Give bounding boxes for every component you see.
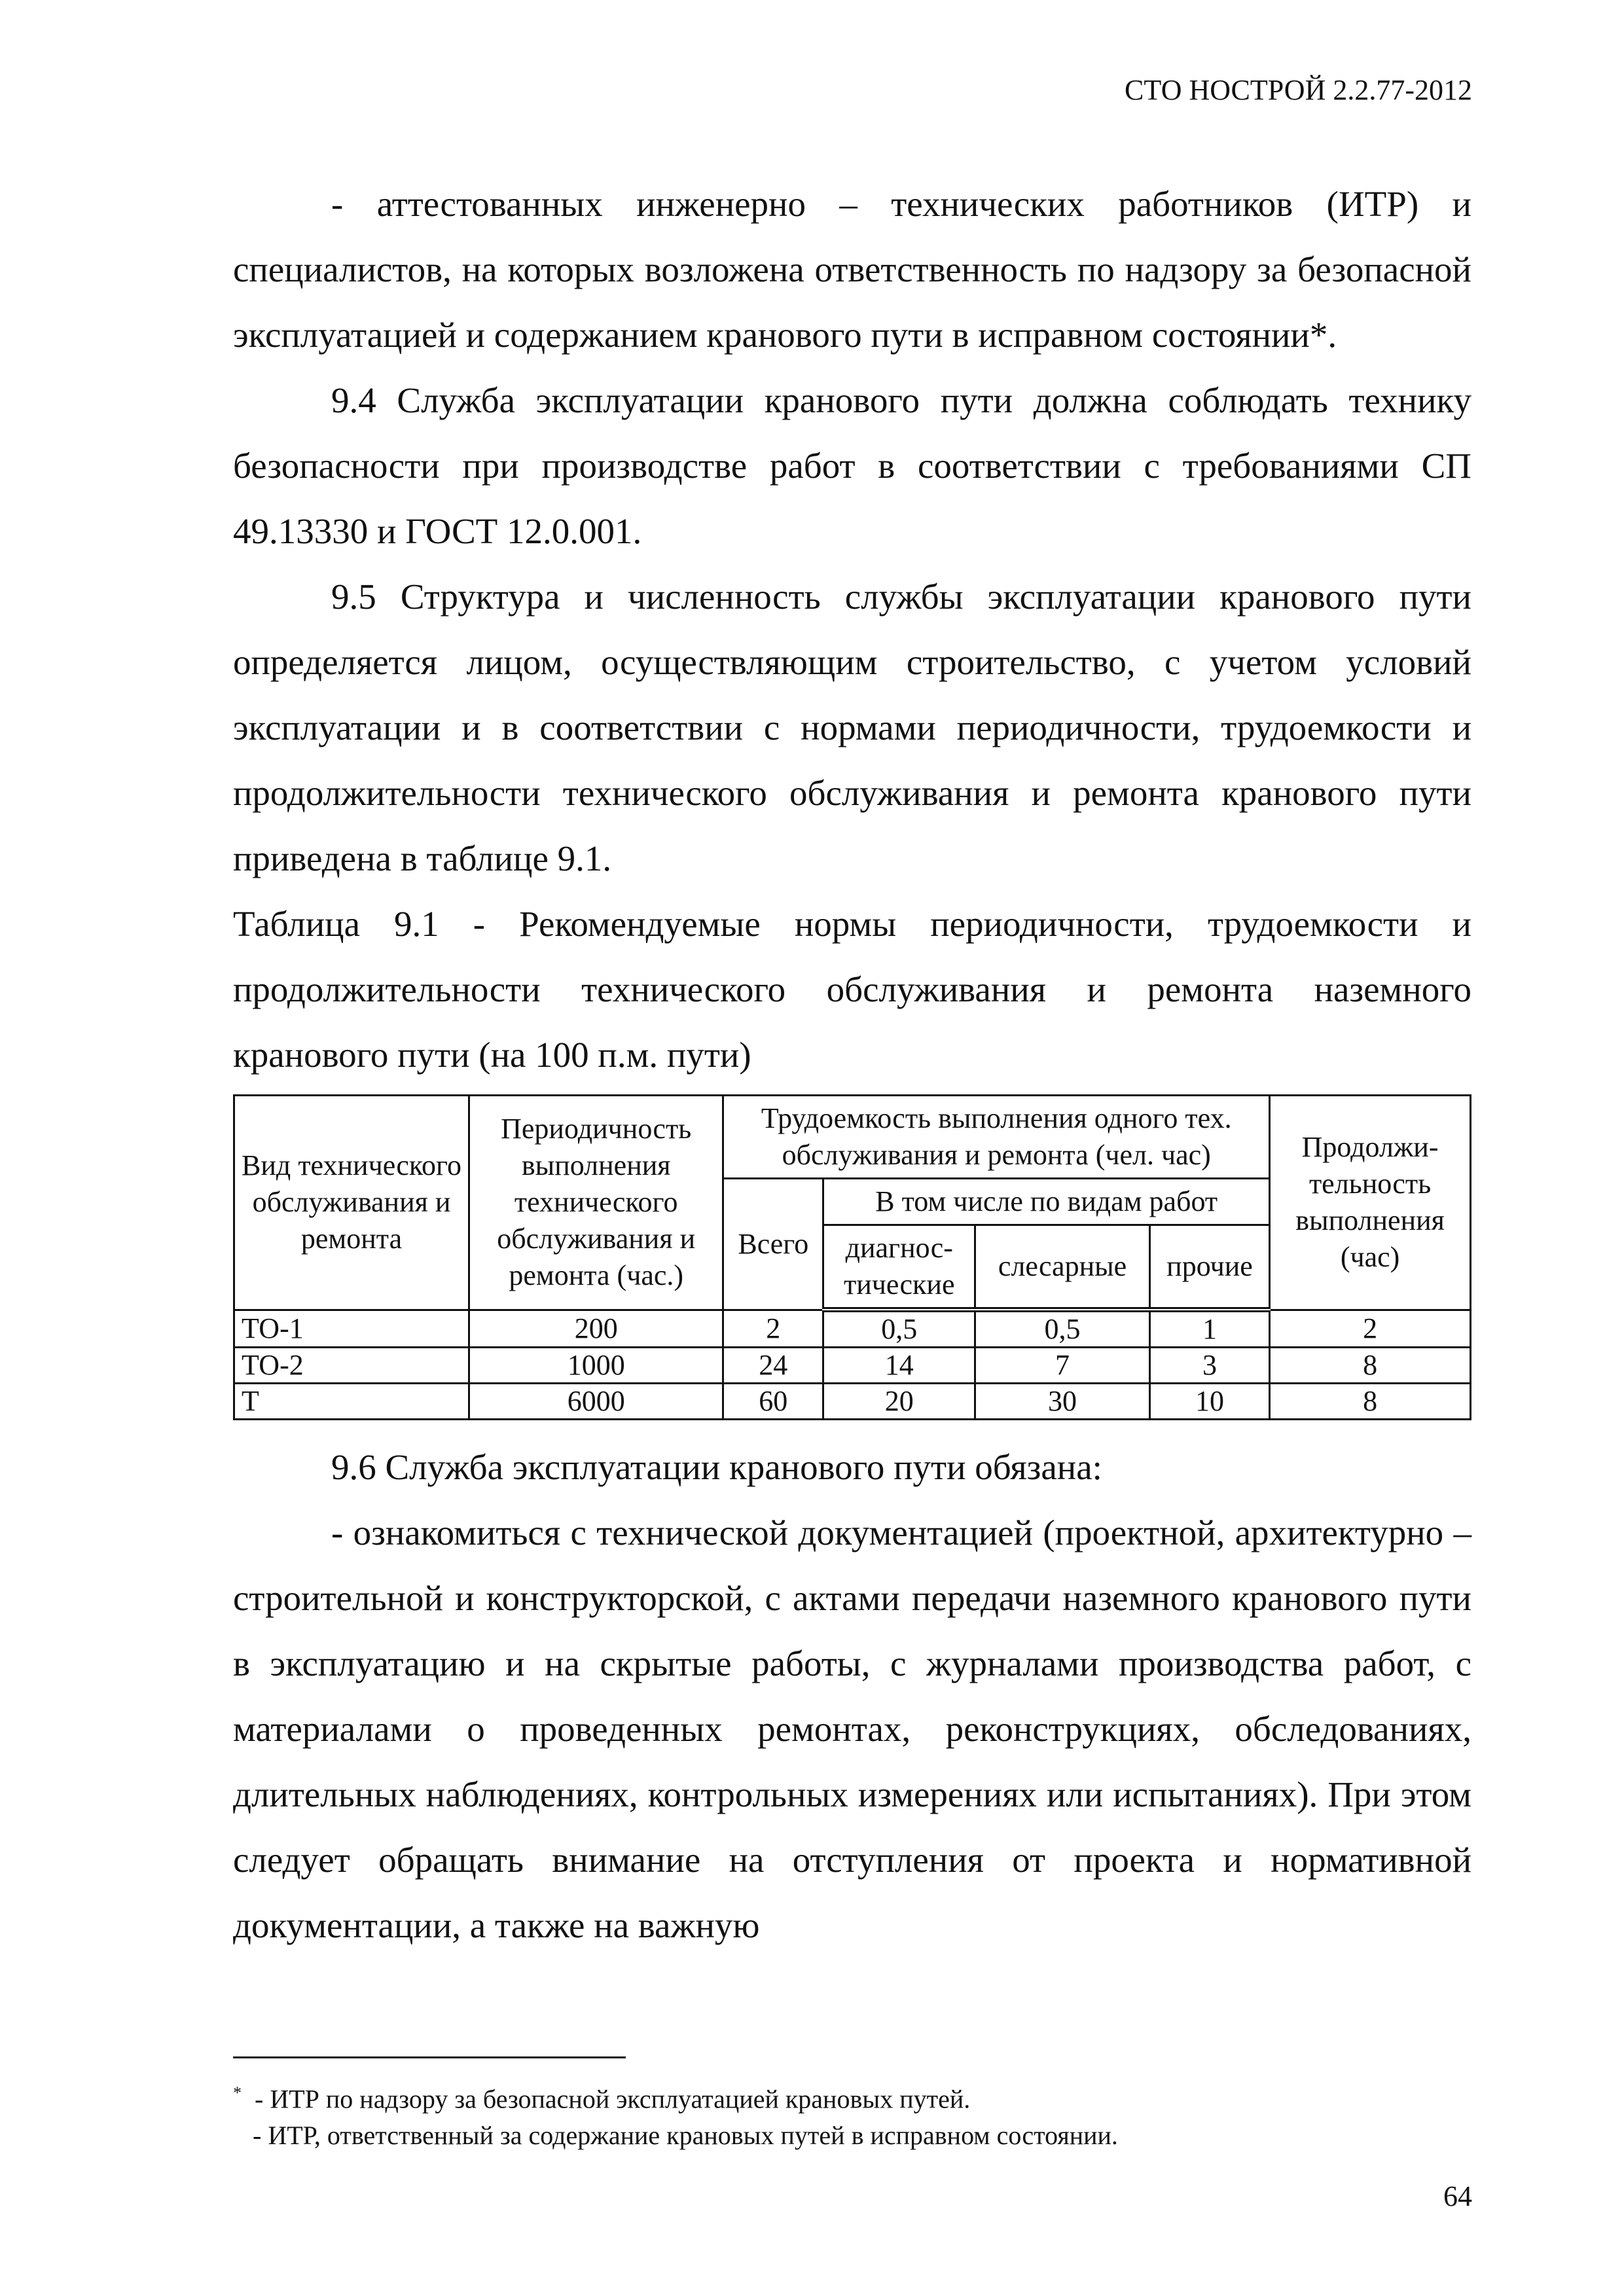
footnote-1 — [233, 2075, 1477, 2117]
footnote-separator — [233, 2056, 626, 2058]
cell-duration: 8 — [1270, 1384, 1471, 1420]
paragraph-itr — [233, 171, 1471, 368]
table-row — [234, 1348, 1471, 1384]
header-by-type: В том числе по видам работ — [823, 1179, 1270, 1225]
paragraph-familiarize: - ознакомиться с технической документацией (проектной, архитектурно – строительной и конструкторской, с актами передачи наземного кранового пути в эксплуатацию и на скрытые работы, с журналами производства работ, с материалами о проведенных ремонтах, реконструкциях, обследованиях, длительных наблюдениях, контрольных измерениях или испытаниях). При этом следует обращать внимание на отступления от проекта и нормативной документации, а также на важную — [233, 1513, 1471, 1945]
cell-duration: 2 — [1270, 1310, 1471, 1348]
cell-other: 1 — [1149, 1310, 1269, 1348]
cell-duration: 8 — [1270, 1348, 1471, 1384]
footnote-1-text: - ИТР по надзору за безопасной эксплуатацией крановых путей. — [255, 2084, 971, 2114]
cell-type: ТО-1 — [234, 1310, 469, 1348]
table-row — [234, 1384, 1471, 1420]
table-caption: Таблица 9.1 - Рекомендуемые нормы периодичности, трудоемкости и продолжительности технического обслуживания и ремонта наземного кранового пути (на 100 п.м. пути) — [233, 904, 1471, 1075]
paragraph-itr-text: - аттестованных инженерно – технических работников (ИТР) и специалистов, на которых возложена ответственность по надзору за безопасной эксплуатацией и содержанием кранового пути в исправном состоянии — [233, 184, 1471, 355]
cell-diagnostic: 20 — [823, 1384, 975, 1420]
page-number: 64 — [1443, 2180, 1472, 2212]
header-duration: Продолжи-тельность выполнения (час) — [1270, 1096, 1471, 1310]
cell-diagnostic: 0,5 — [823, 1310, 975, 1348]
table-row — [234, 1310, 1471, 1348]
cell-total: 60 — [723, 1384, 823, 1420]
paragraph-itr-end: . — [1327, 315, 1337, 355]
cell-type: Т — [234, 1384, 469, 1420]
cell-periodicity: 1000 — [469, 1348, 723, 1384]
footnote-2: - ИТР, ответственный за содержание крановых путей в исправном состоянии. — [253, 2121, 1118, 2151]
cell-other: 3 — [1149, 1348, 1269, 1384]
header-periodicity: Периодичность выполнения технического обслуживания и ремонта (час.) — [469, 1096, 723, 1310]
cell-total: 24 — [723, 1348, 823, 1384]
cell-fitter: 7 — [975, 1348, 1150, 1384]
header-fitter: слесарные — [975, 1225, 1150, 1310]
cell-fitter: 0,5 — [975, 1310, 1150, 1348]
header-diagnostic: диагнос-тические — [823, 1225, 975, 1310]
cell-type: ТО-2 — [234, 1348, 469, 1384]
cell-fitter: 30 — [975, 1384, 1150, 1420]
cell-periodicity: 200 — [469, 1310, 723, 1348]
paragraph-9-5: 9.5 Структура и численность службы эксплуатации кранового пути определяется лицом, осуществляющим строительство, с учетом условий эксплуатации и в соответствии с нормами периодичности, трудоемкости и продолжительности технического обслуживания и ремонта кранового пути приведена в таблице 9.1. — [233, 577, 1471, 878]
footnote-reference: * — [1309, 315, 1328, 355]
header-labor: Трудоемкость выполнения одного тех. обслуживания и ремонта (чел. час) — [723, 1096, 1270, 1179]
header-total: Всего — [723, 1179, 823, 1310]
cell-periodicity: 6000 — [469, 1384, 723, 1420]
table-9-1 — [233, 1094, 1471, 1420]
cell-diagnostic: 14 — [823, 1348, 975, 1384]
paragraph-9-4: 9.4 Служба эксплуатации кранового пути должна соблюдать технику безопасности при производстве работ в соответствии с требованиями СП 49.13330 и ГОСТ 12.0.001. — [233, 380, 1471, 551]
footnotes — [233, 2075, 1477, 2154]
cell-other: 10 — [1149, 1384, 1269, 1420]
document-code-header: СТО НОСТРОЙ 2.2.77-2012 — [1125, 74, 1472, 106]
cell-total: 2 — [723, 1310, 823, 1348]
footnote-mark: * — [233, 2083, 242, 2102]
header-other: прочие — [1149, 1225, 1269, 1310]
page-content — [233, 171, 1471, 1958]
paragraph-9-6: 9.6 Служба эксплуатации кранового пути обязана: — [331, 1447, 1102, 1487]
header-type: Вид технического обслуживания и ремонта — [234, 1096, 469, 1310]
